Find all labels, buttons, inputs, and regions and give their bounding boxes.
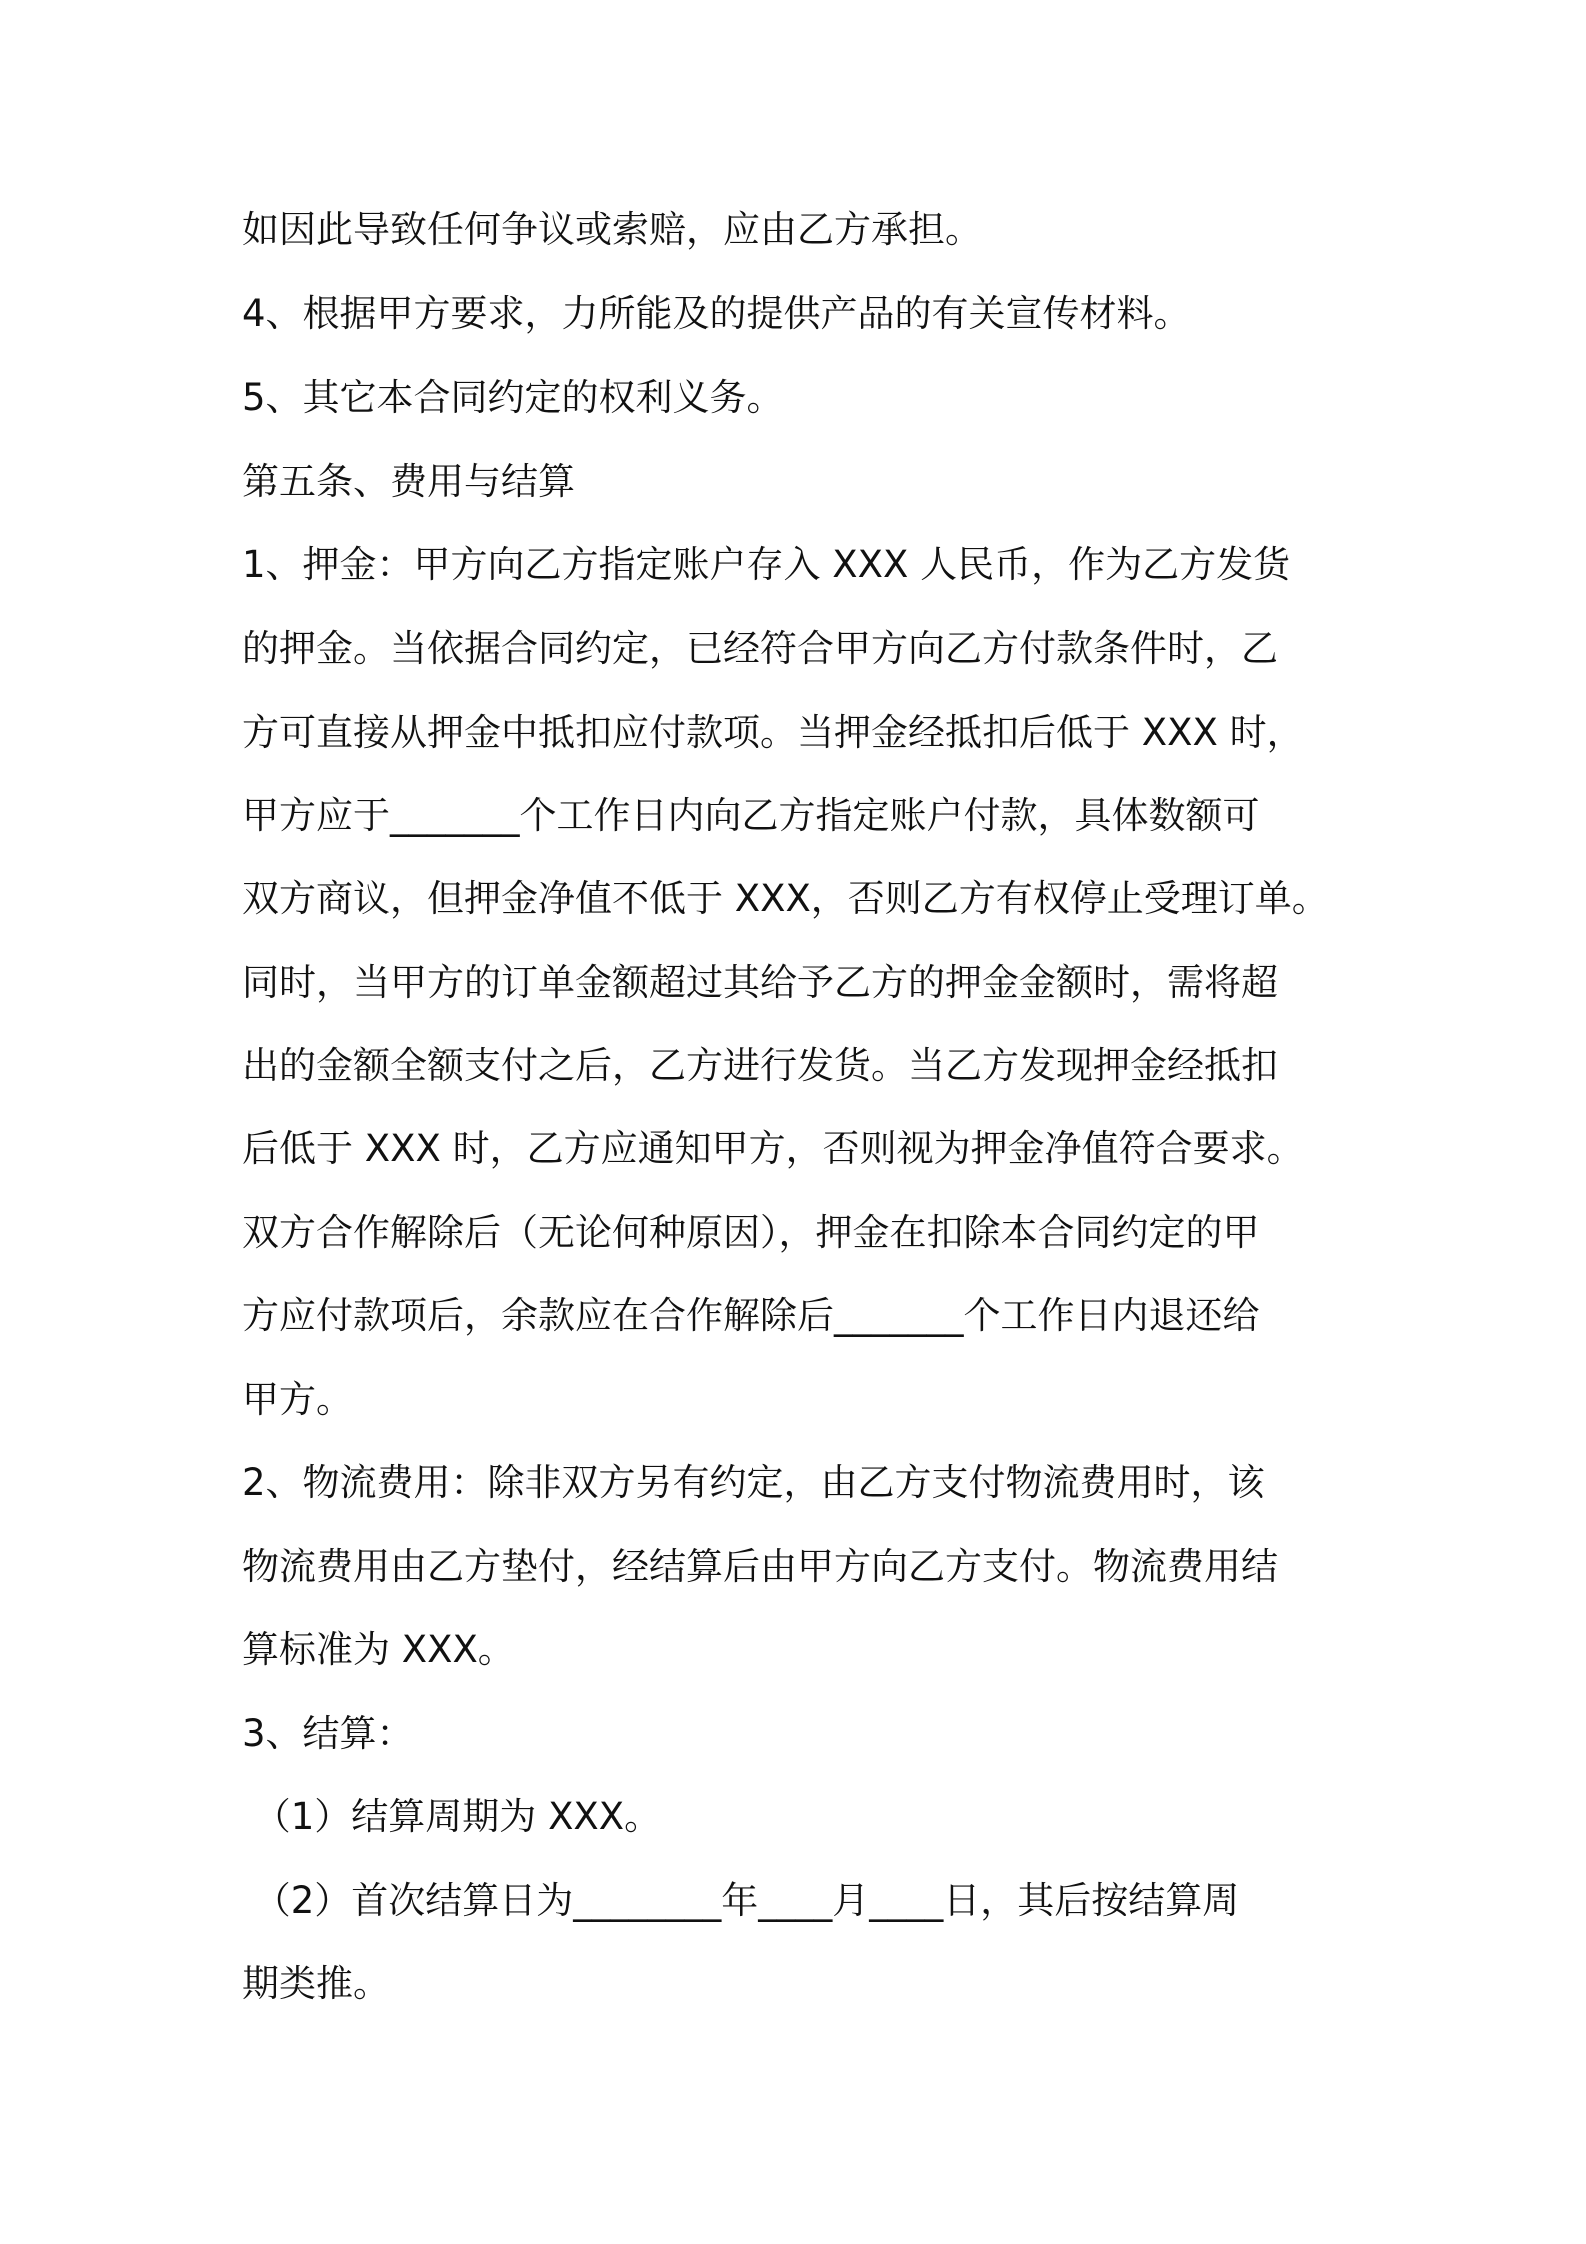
- paragraph-line: 后低于 XXX 时，乙方应通知甲方，否则视为押金净值符合要求。: [242, 1127, 1304, 1170]
- paragraph-line: 物流费用由乙方垫付，经结算后由甲方向乙方支付。物流费用结: [242, 1545, 1278, 1588]
- paragraph-line: 如因此导致任何争议或索赔，应由乙方承担。: [242, 208, 982, 251]
- paragraph-line: 1、押金：甲方向乙方指定账户存入 XXX 人民币，作为乙方发货: [242, 543, 1291, 586]
- paragraph-line: 甲方。: [242, 1378, 353, 1421]
- paragraph-line: 3、结算：: [242, 1712, 414, 1755]
- paragraph-line: 5、其它本合同约定的权利义务。: [242, 376, 784, 419]
- paragraph-line: 出的金额全额支付之后，乙方进行发货。当乙方发现押金经抵扣: [242, 1044, 1278, 1087]
- paragraph-line: （1）结算周期为 XXX。: [242, 1795, 662, 1838]
- section-heading: 第五条、费用与结算: [242, 460, 575, 503]
- paragraph-line: 算标准为 XXX。: [242, 1628, 515, 1671]
- paragraph-line: 同时，当甲方的订单金额超过其给予乙方的押金金额时，需将超: [242, 961, 1278, 1004]
- paragraph-line: 方可直接从押金中抵扣应付款项。当押金经抵扣后低于 XXX 时，: [242, 711, 1304, 754]
- paragraph-line: 双方商议，但押金净值不低于 XXX，否则乙方有权停止受理订单。: [242, 877, 1329, 920]
- paragraph-line: 方应付款项后，余款应在合作解除后_______个工作日内退还给: [242, 1294, 1260, 1337]
- paragraph-line: 的押金。当依据合同约定，已经符合甲方向乙方付款条件时，乙: [242, 627, 1278, 670]
- paragraph-line: （2）首次结算日为________年____月____日，其后按结算周: [242, 1879, 1240, 1922]
- paragraph-line: 甲方应于_______个工作日内向乙方指定账户付款，具体数额可: [242, 794, 1260, 837]
- paragraph-line: 期类推。: [242, 1962, 390, 2005]
- paragraph-line: 双方合作解除后（无论何种原因），押金在扣除本合同约定的甲: [242, 1211, 1260, 1254]
- paragraph-line: 2、物流费用：除非双方另有约定，由乙方支付物流费用时，该: [242, 1461, 1265, 1504]
- paragraph-line: 4、根据甲方要求，力所能及的提供产品的有关宣传材料。: [242, 292, 1191, 335]
